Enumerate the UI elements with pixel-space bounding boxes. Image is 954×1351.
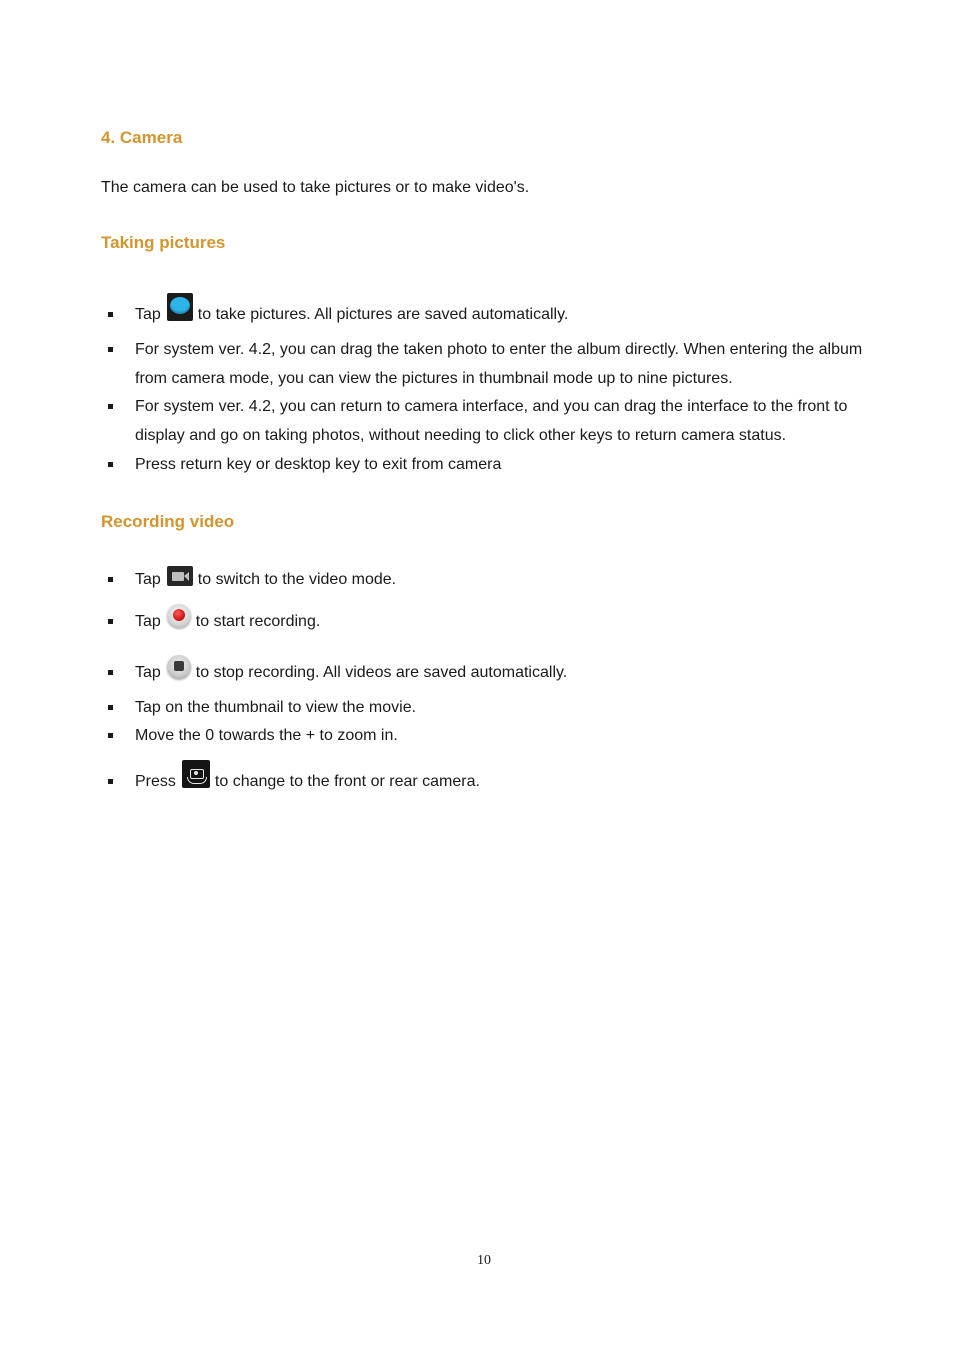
item-text: Press return key or desktop key to exit from camera xyxy=(135,456,502,473)
list-item xyxy=(101,607,871,636)
item-text-after: to change to the front or rear camera. xyxy=(214,773,480,790)
bullet-icon xyxy=(108,705,113,710)
item-text: For system ver. 4.2, you can drag the taken photo to enter the album directly. When entering the album from camera mode, you can view the pictures in thumbnail mode up to nine pictures. xyxy=(135,341,863,387)
item-text-after: to stop recording. All videos are saved automatically. xyxy=(195,664,568,681)
bullet-icon xyxy=(108,779,113,784)
item-text-before: Tap xyxy=(135,306,161,323)
item-text-before: Tap xyxy=(135,664,161,681)
section-title: 4. Camera xyxy=(101,128,183,147)
switch-camera-icon xyxy=(182,760,210,788)
item-text-before: Press xyxy=(135,773,176,790)
bullet-icon xyxy=(108,577,113,582)
bullet-icon xyxy=(108,347,113,352)
stop-icon xyxy=(167,655,191,679)
camera-shutter-icon xyxy=(167,293,193,321)
item-text: Tap on the thumbnail to view the movie. xyxy=(135,699,417,716)
list-item xyxy=(101,300,871,329)
bullet-icon xyxy=(108,619,113,624)
record-icon xyxy=(167,604,191,628)
video-mode-icon xyxy=(167,566,193,586)
list-item xyxy=(101,450,871,479)
list-item xyxy=(101,658,871,687)
bullet-icon xyxy=(108,404,113,409)
item-text: Move the 0 towards the + to zoom in. xyxy=(135,727,398,744)
bullet-icon xyxy=(108,670,113,675)
item-text-after: to start recording. xyxy=(195,613,321,630)
item-text-after: to take pictures. All pictures are saved automatically. xyxy=(197,306,569,323)
list-item xyxy=(101,335,871,393)
item-text-before: Tap xyxy=(135,571,161,588)
section-intro: The camera can be used to take pictures or to make video's. xyxy=(101,179,530,196)
item-text: For system ver. 4.2, you can return to camera interface, and you can drag the interface to the front to display and go on taking photos, without needing to click other keys to return camera status. xyxy=(135,398,848,444)
bullet-icon xyxy=(108,462,113,467)
bullet-icon xyxy=(108,312,113,317)
list-item xyxy=(101,392,871,450)
list-item xyxy=(101,565,871,594)
bullet-icon xyxy=(108,733,113,738)
list-item xyxy=(101,767,871,796)
item-text-after: to switch to the video mode. xyxy=(197,571,397,588)
item-text-before: Tap xyxy=(135,613,161,630)
page-number: 10 xyxy=(477,1253,491,1268)
list-item xyxy=(101,721,871,750)
list-item xyxy=(101,693,871,722)
recording-video-heading: Recording video xyxy=(101,512,235,531)
taking-pictures-heading: Taking pictures xyxy=(101,233,226,252)
